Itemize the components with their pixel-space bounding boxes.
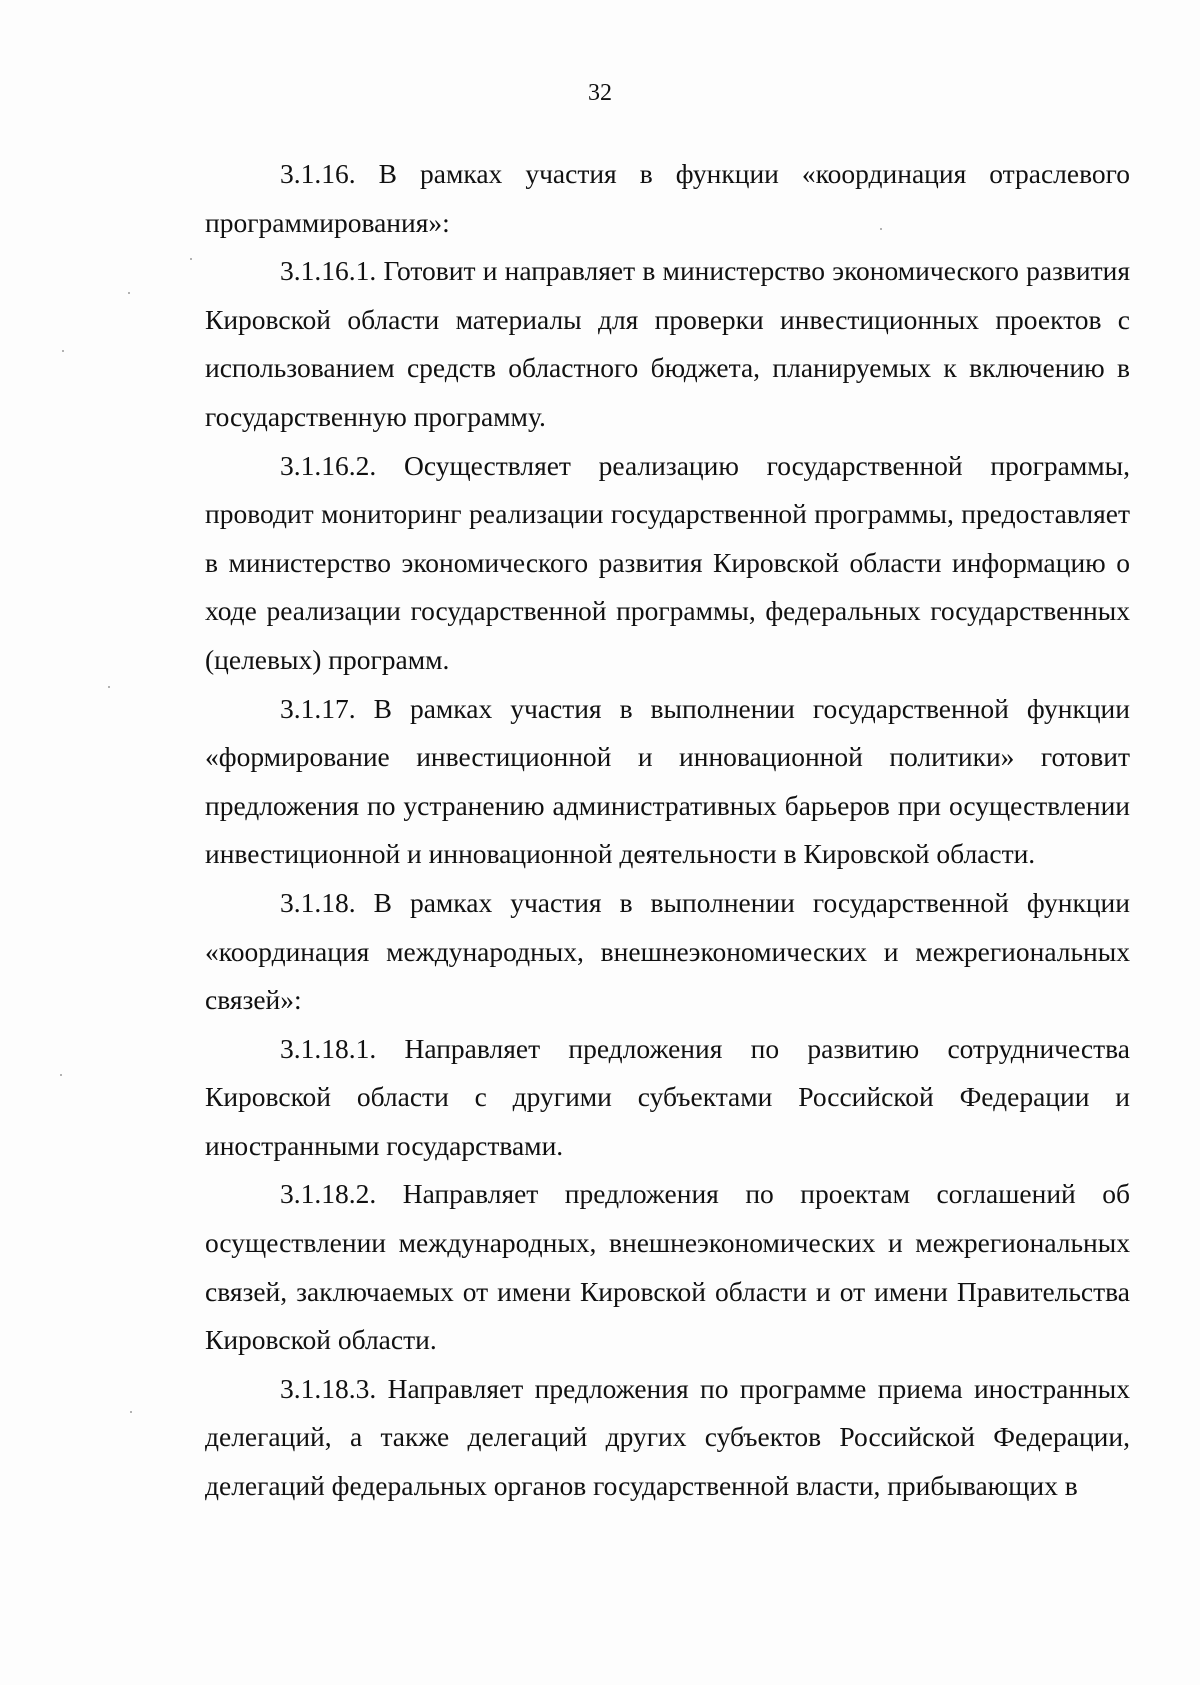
document-body: [205, 150, 1130, 1511]
paragraph-3-1-18: 3.1.18. В рамках участия в выполнении государственной функции «координация международных, внешнеэкономических и межрегиональных связей»:: [205, 886, 1130, 1016]
scan-speck: [108, 686, 110, 688]
paragraph-3-1-16: 3.1.16. В рамках участия в функции «координация отраслевого программирования»:: [205, 158, 1130, 238]
scan-speck: [60, 1074, 62, 1076]
paragraph-3-1-18-3: 3.1.18.3. Направляет предложения по программе приема иностранных делегаций, а также делегаций других субъектов Российской Федерации, делегаций федеральных органов государственной власти, прибывающих в: [205, 1372, 1130, 1502]
scan-speck: [128, 292, 130, 294]
scan-speck: [62, 350, 64, 352]
paragraph-3-1-16-2: 3.1.16.2. Осуществляет реализацию государственной программы, проводит мониторинг реализации государственной программы, предоставляет в министерство экономического развития Кировской области информацию о ходе реализации государственной программы, федеральных государственных (целевых) программ.: [205, 449, 1130, 675]
scan-speck: [880, 228, 882, 230]
scan-speck: [190, 258, 192, 260]
page-number: 32: [588, 80, 612, 106]
paragraph-3-1-18-1: 3.1.18.1. Направляет предложения по развитию сотрудничества Кировской области с другими субъектами Российской Федерации и иностранными государствами.: [205, 1032, 1130, 1161]
paragraph-3-1-16-1: 3.1.16.1. Готовит и направляет в министерство экономического развития Кировской области материалы для проверки инвестиционных проектов с использованием средств областного бюджета, планируемых к включению в государственную программу.: [205, 255, 1130, 432]
paragraph-3-1-17: 3.1.17. В рамках участия в выполнении государственной функции «формирование инвестиционной и инновационной политики» готовит предложения по устранению административных барьеров при осуществлении инвестиционной и инновационной деятельности в Кировской области.: [205, 692, 1130, 870]
paragraph-3-1-18-2: 3.1.18.2. Направляет предложения по проектам соглашений об осуществлении международных, внешнеэкономических и межрегиональных связей, заключаемых от имени Кировской области и от имени Правительства Кировской области.: [205, 1178, 1130, 1356]
scan-speck: [130, 1411, 132, 1413]
